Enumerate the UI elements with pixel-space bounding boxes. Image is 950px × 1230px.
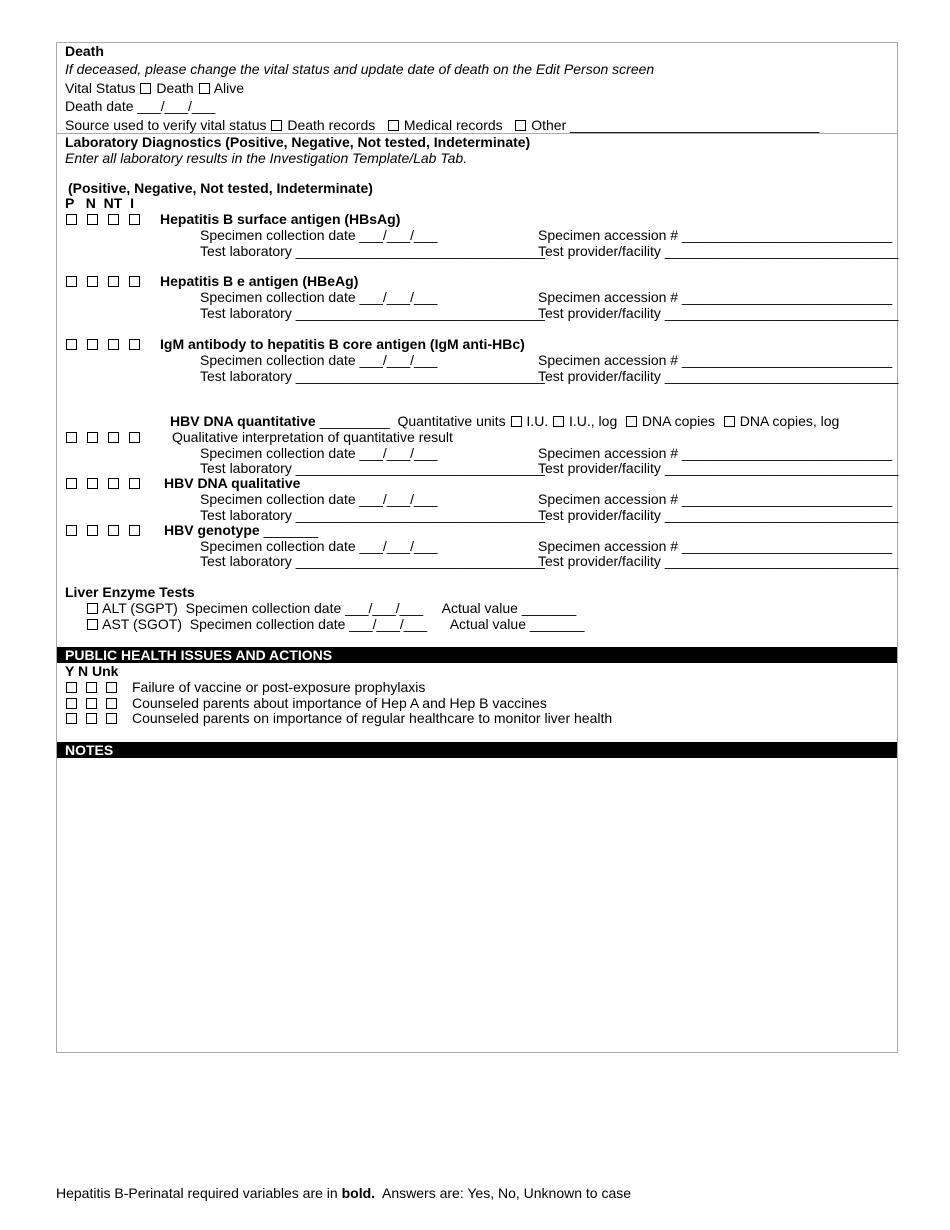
genotype-provider[interactable]: Test provider/facility ______________________________ — [538, 553, 899, 569]
hbsag-spec-date[interactable]: Specimen collection date ___/___/___ — [200, 227, 438, 243]
unit-iu-log-checkbox[interactable] — [553, 416, 564, 427]
dna-quant-provider[interactable]: Test provider/facility ______________________________ — [538, 460, 899, 476]
unit-dna-copies-label: DNA copies — [641, 413, 716, 429]
ph-item-2 — [66, 695, 126, 711]
genotype-nt-checkbox[interactable] — [108, 525, 119, 536]
igm-provider[interactable]: Test provider/facility ______________________________ — [538, 368, 899, 384]
other-blank[interactable]: ________________________________ — [570, 117, 820, 133]
unit-dna-copies-log-label: DNA copies, log — [739, 413, 840, 429]
ph-item-1 — [66, 679, 126, 695]
vital-status-label: Vital Status — [65, 80, 136, 96]
ph1-n-checkbox[interactable] — [86, 682, 97, 693]
footer-text-post: Answers are: Yes, No, Unknown to case — [375, 1185, 632, 1201]
alive-checkbox[interactable] — [199, 83, 210, 94]
hbeag-provider[interactable]: Test provider/facility ______________________________ — [538, 305, 899, 321]
genotype-blank[interactable]: _______ — [263, 522, 319, 538]
ph2-y-checkbox[interactable] — [66, 698, 77, 709]
dna-qual-nt-checkbox[interactable] — [108, 478, 119, 489]
igm-n-checkbox[interactable] — [87, 339, 98, 350]
ph-item-2-label: Counseled parents about importance of Hep A and Hep B vaccines — [132, 695, 547, 711]
dna-qual-test-lab[interactable]: Test laboratory ________________________________ — [200, 507, 545, 523]
death-records-checkbox[interactable] — [271, 120, 282, 131]
hbeag-p-checkbox[interactable] — [66, 276, 77, 287]
death-date-field[interactable]: Death date ___/___/___ — [65, 98, 216, 114]
igm-nt-checkbox[interactable] — [108, 339, 119, 350]
death-title: Death — [65, 43, 104, 59]
hbsag-accession[interactable]: Specimen accession # ___________________________ — [538, 227, 893, 243]
igm-p-checkbox[interactable] — [66, 339, 77, 350]
genotype-p-checkbox[interactable] — [66, 525, 77, 536]
igm-test-lab[interactable]: Test laboratory ________________________________ — [200, 368, 545, 384]
liver-title: Liver Enzyme Tests — [65, 584, 195, 600]
hbeag-test-lab[interactable]: Test laboratory ________________________________ — [200, 305, 545, 321]
hbeag-accession[interactable]: Specimen accession # ___________________________ — [538, 289, 893, 305]
unit-dna-copies-log-checkbox[interactable] — [724, 416, 735, 427]
ph3-unk-checkbox[interactable] — [106, 713, 117, 724]
ast-checkbox[interactable] — [87, 619, 98, 630]
dna-qual-provider[interactable]: Test provider/facility ______________________________ — [538, 507, 899, 523]
igm-i-checkbox[interactable] — [129, 339, 140, 350]
unit-iu-checkbox[interactable] — [511, 416, 522, 427]
dna-qual-p-checkbox[interactable] — [66, 478, 77, 489]
ph3-n-checkbox[interactable] — [86, 713, 97, 724]
hbeag-i-checkbox[interactable] — [129, 276, 140, 287]
hbeag-label: Hepatitis B e antigen (HBeAg) — [160, 273, 359, 289]
genotype-spec-date[interactable]: Specimen collection date ___/___/___ — [200, 538, 438, 554]
dna-quant-spec-date[interactable]: Specimen collection date ___/___/___ — [200, 445, 438, 461]
igm-row — [66, 336, 150, 352]
source-row — [65, 117, 819, 133]
ph3-y-checkbox[interactable] — [66, 713, 77, 724]
hbeag-n-checkbox[interactable] — [87, 276, 98, 287]
death-option-label: Death — [156, 80, 194, 96]
unit-iu-log-label: I.U., log — [568, 413, 618, 429]
genotype-n-checkbox[interactable] — [87, 525, 98, 536]
dna-quant-p-checkbox[interactable] — [66, 432, 77, 443]
ph2-unk-checkbox[interactable] — [106, 698, 117, 709]
ph-item-1-label: Failure of vaccine or post-exposure prophylaxis — [132, 679, 426, 695]
death-instruction: If deceased, please change the vital status and update date of death on the Edit Person screen — [65, 61, 655, 77]
ast-row — [86, 616, 584, 632]
hbeag-row — [66, 273, 150, 289]
hbeag-spec-date[interactable]: Specimen collection date ___/___/___ — [200, 289, 438, 305]
dna-quant-n-checkbox[interactable] — [87, 432, 98, 443]
notes-bar: NOTES — [57, 742, 897, 758]
dna-qual-i-checkbox[interactable] — [129, 478, 140, 489]
hbsag-i-checkbox[interactable] — [129, 214, 140, 225]
alt-checkbox[interactable] — [87, 603, 98, 614]
death-checkbox[interactable] — [140, 83, 151, 94]
lab-title: Laboratory Diagnostics (Positive, Negative, Not tested, Indeterminate) — [65, 134, 531, 150]
death-records-label: Death records — [287, 117, 376, 133]
ph1-y-checkbox[interactable] — [66, 682, 77, 693]
dna-qual-row — [66, 475, 150, 491]
other-checkbox[interactable] — [515, 120, 526, 131]
genotype-line — [164, 522, 318, 538]
genotype-accession[interactable]: Specimen accession # ___________________________ — [538, 538, 893, 554]
hbsag-n-checkbox[interactable] — [87, 214, 98, 225]
hbeag-nt-checkbox[interactable] — [108, 276, 119, 287]
lab-col-headers: P N NT I — [65, 195, 134, 211]
dna-qual-label: HBV DNA qualitative — [164, 475, 301, 491]
igm-label: IgM antibody to hepatitis B core antigen (IgM anti-HBc) — [160, 336, 525, 352]
igm-accession[interactable]: Specimen accession # ___________________________ — [538, 352, 893, 368]
hbsag-test-lab[interactable]: Test laboratory ________________________________ — [200, 243, 545, 259]
dna-quant-blank[interactable]: _________ — [319, 413, 390, 429]
hbsag-provider[interactable]: Test provider/facility ______________________________ — [538, 243, 899, 259]
footer-text-pre: Hepatitis B-Perinatal required variables are in — [56, 1185, 342, 1201]
hbsag-label: Hepatitis B surface antigen (HBsAg) — [160, 211, 401, 227]
unit-iu-label: I.U. — [526, 413, 549, 429]
dna-quant-i-checkbox[interactable] — [129, 432, 140, 443]
ph2-n-checkbox[interactable] — [86, 698, 97, 709]
unit-dna-copies-checkbox[interactable] — [626, 416, 637, 427]
ph-item-3-label: Counseled parents on importance of regular healthcare to monitor liver health — [132, 710, 613, 726]
dna-qual-spec-date[interactable]: Specimen collection date ___/___/___ — [200, 491, 438, 507]
source-label: Source used to verify vital status — [65, 117, 267, 133]
lab-instruction: Enter all laboratory results in the Investigation Template/Lab Tab. — [65, 150, 468, 166]
alt-label: ALT (SGPT) Specimen collection date ___/___/___ Actual value _______ — [102, 600, 577, 616]
footer-text-bold: bold. — [341, 1185, 376, 1201]
dna-quant-label: HBV DNA quantitative — [170, 413, 316, 429]
public-health-col-headers: Y N Unk — [65, 663, 119, 679]
public-health-bar: PUBLIC HEALTH ISSUES AND ACTIONS — [57, 647, 897, 663]
igm-spec-date[interactable]: Specimen collection date ___/___/___ — [200, 352, 438, 368]
dna-quant-nt-checkbox[interactable] — [108, 432, 119, 443]
ast-label: AST (SGOT) Specimen collection date ___/___/___ Actual value _______ — [102, 616, 585, 632]
dna-quant-row — [170, 413, 839, 429]
quant-units-label: Quantitative units — [397, 413, 506, 429]
dna-quant-test-lab[interactable]: Test laboratory ________________________________ — [200, 460, 545, 476]
footer-note — [56, 1185, 631, 1201]
dna-quant-accession[interactable]: Specimen accession # ___________________________ — [538, 445, 893, 461]
medical-records-label: Medical records — [403, 117, 503, 133]
other-label: Other — [531, 117, 567, 133]
qual-interp-label: Qualitative interpretation of quantitative result — [172, 429, 453, 445]
vital-status-row — [65, 80, 244, 96]
ph-item-3 — [66, 710, 126, 726]
alive-option-label: Alive — [213, 80, 245, 96]
medical-records-checkbox[interactable] — [388, 120, 399, 131]
alt-row — [86, 600, 576, 616]
genotype-row — [66, 522, 150, 538]
dna-qual-n-checkbox[interactable] — [87, 478, 98, 489]
genotype-test-lab[interactable]: Test laboratory ________________________________ — [200, 553, 545, 569]
ph1-unk-checkbox[interactable] — [106, 682, 117, 693]
notes-area[interactable] — [57, 758, 897, 1052]
lab-subheading: (Positive, Negative, Not tested, Indeterminate) — [68, 180, 373, 196]
hbsag-p-checkbox[interactable] — [66, 214, 77, 225]
dna-qual-accession[interactable]: Specimen accession # ___________________________ — [538, 491, 893, 507]
genotype-i-checkbox[interactable] — [129, 525, 140, 536]
genotype-label: HBV genotype — [164, 522, 260, 538]
hbsag-row — [66, 211, 150, 227]
dna-quant-checkboxes — [66, 429, 150, 445]
hbsag-nt-checkbox[interactable] — [108, 214, 119, 225]
